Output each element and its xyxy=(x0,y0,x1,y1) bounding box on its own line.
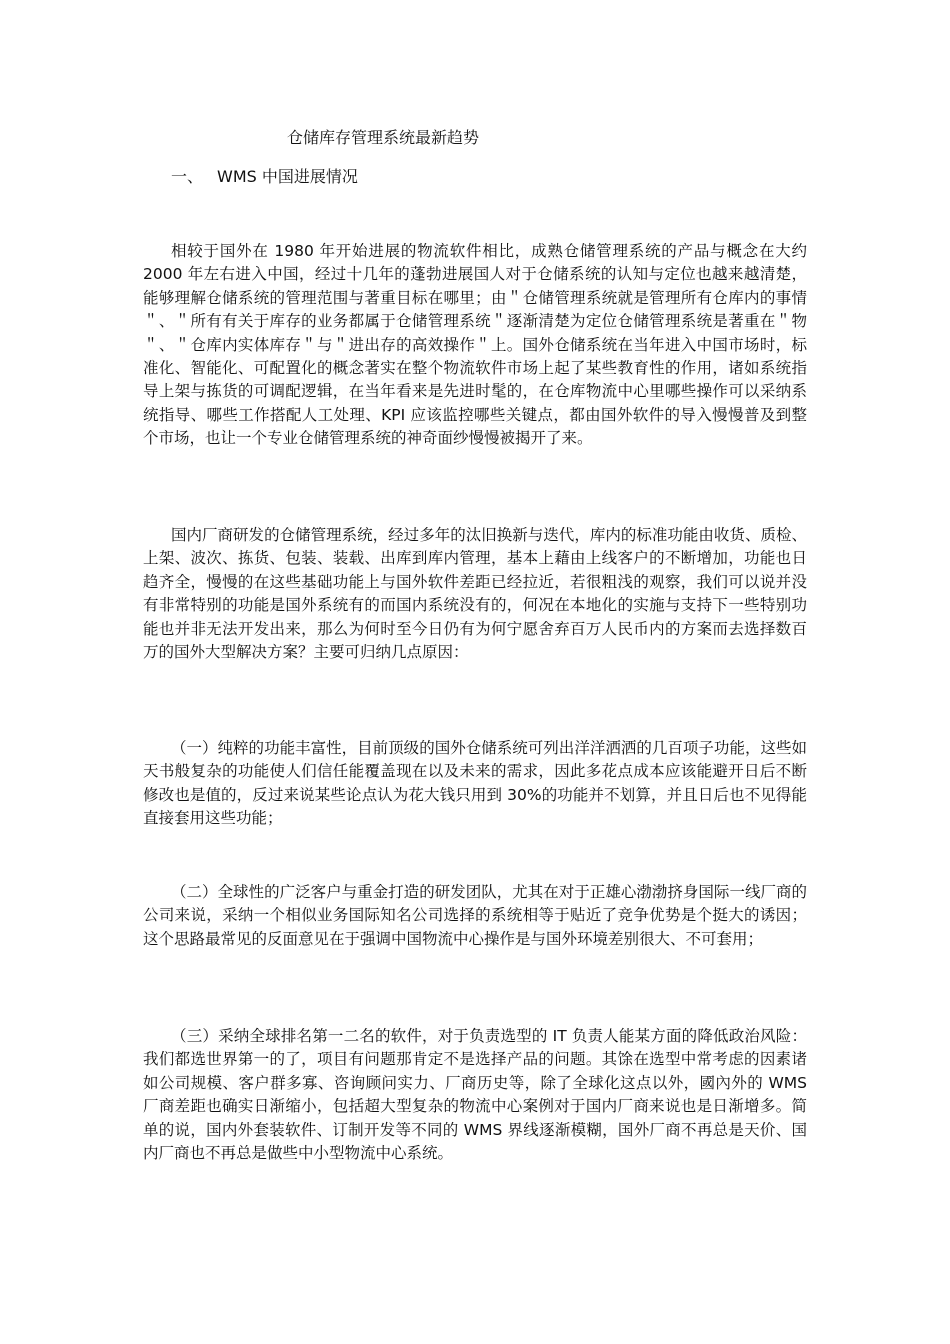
paragraph-reason-2: （二）全球性的广泛客户与重金打造的研发团队，尤其在对于正雄心渤渤挤身国际一线厂商的公司来说，采纳一个相似业务国际知名公司选择的系统相等于贴近了竞争优势是个挺大的诱因；这个思路最常见的反面意见在于强调中国物流中心操作是与国外环境差别很大、不可套用； xyxy=(143,883,807,948)
paragraph-domestic-vendors: 国内厂商研发的仓储管理系统，经过多年的汰旧换新与迭代，库内的标准功能由收货、质检、上架、波次、拣货、包装、装载、出库到库内管理，基本上藉由上线客户的不断增加，功能也日趋齐全，慢慢的在这些基础功能上与国外软件差距已经拉近，若很粗浅的观察，我们可以说并没有非常特别的功能是国外系统有的而国内系统没有的，何况在本地化的实施与支持下一些特别功能也并非无法开发出来，那么为何时至今日仍有为何宁愿舍弃百万人民币内的方案而去选择数百万的国外大型解决方案？主要可归纳几点原因： xyxy=(143,526,807,662)
paragraph-reason-3: （三）采纳全球排名第一二名的软件，对于负责选型的 IT 负责人能某方面的降低政治风险：我们都选世界第一的了，项目有问题那肯定不是选择产品的问题。其馀在选型中常考虑的因素诸如公司规模、客户群多寡、咨询顾问实力、厂商历史等，除了全球化这点以外，國內外的 WMS 厂商差距也确实日渐缩小，包括超大型复杂的物流中心案例对于国内厂商来说也是日渐增多。简单的说，国内外套装软件、订制开发等不同的 WMS 界线逐渐模糊，国外厂商不再总是天价、国内厂商也不再总是做些中小型物流中心系统。 xyxy=(143,1027,807,1163)
section-number: 一、 xyxy=(171,167,204,186)
paragraph-intro: 相较于国外在 1980 年开始进展的物流软件相比，成熟仓储管理系统的产品与概念在大约 2000 年左右进入中国，经过十几年的蓬勃进展国人对于仓储系统的认知与定位也越来越清楚，能够理解仓储系统的管理范围与著重目标在哪里；由＂仓储管理系统就是管理所有仓库内的事情＂、＂所有有关于库存的业务都属于仓储管理系统＂逐渐清楚为定位仓储管理系统是著重在＂物＂、＂仓库内实体库存＂与＂进出存的高效操作＂上。国外仓储系统在当年进入中国市场时，标准化、智能化、可配置化的概念著实在整个物流软件市场上起了某些教育性的作用，诸如系统指导上架与拣货的可调配逻辑，在当年看来是先进时髦的，在仓库物流中心里哪些操作可以采纳系统指导、哪些工作搭配人工处理、KPI 应该监控哪些关键点，都由国外软件的导入慢慢普及到整个市场，也让一个专业仓储管理系统的神奇面纱慢慢被揭开了来。 xyxy=(143,242,807,448)
section-heading xyxy=(171,166,358,188)
section-title: WMS 中国进展情况 xyxy=(217,167,358,186)
paragraph-reason-1: （一）纯粹的功能丰富性，目前顶级的国外仓储系统可列出洋洋洒洒的几百项子功能，这些如天书般复杂的功能使人们信任能覆盖现在以及未来的需求，因此多花点成本应该能避开日后不断修改也是值的，反过来说某些论点认为花大钱只用到 30%的功能并不划算，并且日后也不见得能直接套用这些功能； xyxy=(143,739,807,828)
document-title: 仓储库存管理系统最新趋势 xyxy=(287,128,480,147)
